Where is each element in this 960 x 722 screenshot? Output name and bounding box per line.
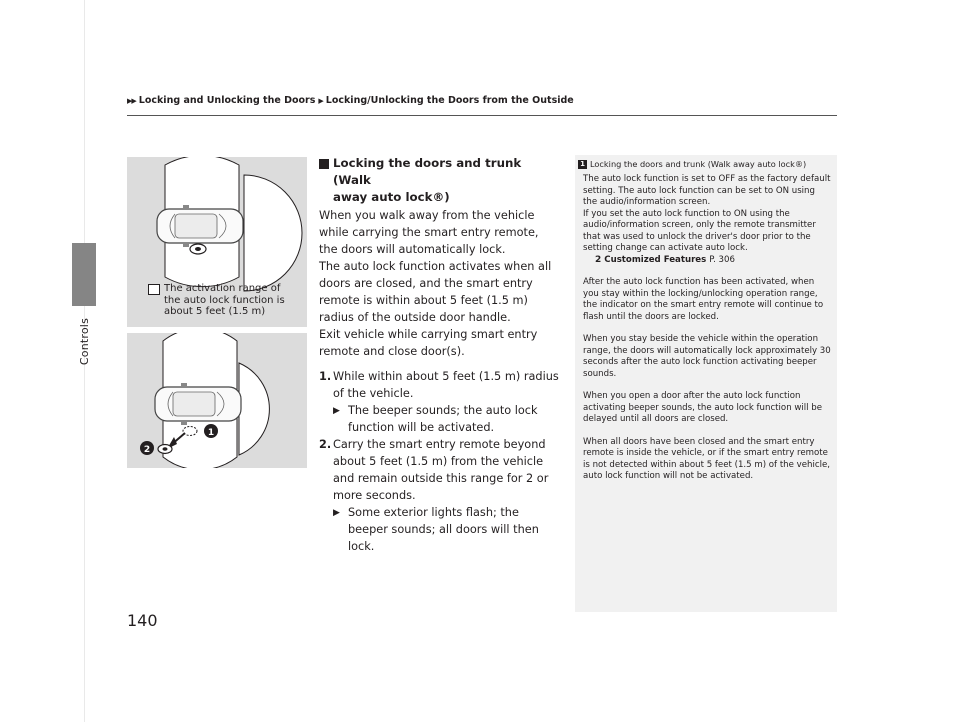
- callout-label-2: 2: [143, 445, 151, 455]
- step-text: While within about 5 feet (1.5 m) radius of the vehicle.: [333, 370, 559, 400]
- section-tab: [72, 243, 96, 306]
- page-number: 140: [127, 611, 158, 630]
- note-badge: 1: [578, 160, 587, 169]
- note-title: [578, 158, 806, 170]
- breadcrumb-item-2: Locking/Unlocking the Doors from the Outside: [325, 95, 574, 106]
- step-result: [333, 504, 559, 555]
- result-arrow-icon: ▶: [333, 406, 340, 416]
- note-paragraph: After the auto lock function has been activated, when you stay within the locking/unlocking operation range, the indicator on the smart entry remote will continue to flash until the doors are locked.: [583, 277, 824, 322]
- range-caption-line-2: the auto lock function is: [164, 294, 285, 306]
- remote-position-2-icon: [158, 445, 172, 454]
- note-paragraph: If you set the auto lock function to ON using the audio/information screen, only the remote transmitter that was used to unlock the driver's door prior to the setting change can activate auto lock.: [583, 208, 816, 253]
- section-heading-line-1: Locking the doors and trunk (Walk: [333, 156, 522, 187]
- breadcrumb-item-1: Locking and Unlocking the Doors: [138, 95, 316, 106]
- step-number: 1.: [319, 370, 332, 383]
- note-paragraph: When you stay beside the vehicle within the operation range, the doors will automatically lock approximately 30 seconds after the auto lock function activating beeper sounds.: [583, 334, 831, 379]
- step-item: [319, 436, 559, 504]
- step-result-text: The beeper sounds; the auto lock function will be activated.: [348, 404, 538, 434]
- xref-label[interactable]: Customized Features: [604, 254, 707, 265]
- header-rule: [127, 115, 837, 116]
- breadcrumb: [127, 95, 574, 106]
- note-body: [583, 174, 831, 494]
- section-tab-label: Controls: [78, 318, 91, 366]
- note-paragraph: When you open a door after the auto lock function activating beeper sounds, the auto lock function will be delayed until all doors are closed.: [583, 391, 823, 424]
- step-text: Carry the smart entry remote beyond about 5 feet (1.5 m) from the vehicle and remain outside this range for 2 or more seconds.: [333, 438, 549, 502]
- breadcrumb-arrow-icon: ▶▶: [127, 96, 136, 105]
- range-caption-line-1: The activation range of: [164, 283, 281, 294]
- callout-badge-1: [204, 424, 218, 438]
- xref-page: P. 306: [709, 254, 735, 265]
- activation-range-caption: [148, 283, 285, 318]
- section-heading-line-2: away auto lock®): [333, 190, 450, 204]
- body-paragraph: Exit vehicle while carrying smart entry remote and close door(s).: [319, 328, 538, 358]
- callout-badge-2: [140, 441, 154, 455]
- heading-bullet-icon: [319, 159, 329, 169]
- result-arrow-icon: ▶: [333, 508, 340, 518]
- step-result: [333, 402, 559, 436]
- breadcrumb-arrow-icon: ▶: [318, 96, 323, 105]
- section-heading: [319, 155, 559, 206]
- range-caption-line-3: about 5 feet (1.5 m): [164, 306, 266, 317]
- note-paragraph: When all doors have been closed and the smart entry remote is inside the vehicle, or if the smart entry remote is not detected within about 5 feet (1.5 m) of the vehicle, auto lock function will not be activated.: [583, 436, 830, 481]
- note-paragraph: The auto lock function is set to OFF as the factory default setting. The auto lock function can be set to ON using the audio/information screen.: [583, 174, 831, 207]
- body-paragraph: When you walk away from the vehicle while carrying the smart entry remote, the doors will automatically lock.: [319, 209, 539, 256]
- callout-label-1: 1: [207, 428, 215, 438]
- note-title-text: Locking the doors and trunk (Walk away auto lock®): [590, 159, 807, 169]
- walk-away-figure: [127, 333, 307, 468]
- step-list: [319, 368, 559, 555]
- car-top-view: [157, 205, 243, 247]
- car-top-view: [155, 383, 241, 425]
- main-content: [319, 155, 559, 555]
- smart-entry-remote-icon: [190, 244, 206, 254]
- xref-icon: 2: [595, 254, 602, 265]
- cross-reference[interactable]: [595, 255, 831, 267]
- step-result-text: Some exterior lights flash; the beeper sounds; all doors will then lock.: [348, 506, 539, 553]
- step-item: [319, 368, 559, 402]
- body-paragraph: The auto lock function activates when all doors are closed, and the smart entry remote is within about 5 feet (1.5 m) radius of the outside door handle.: [319, 260, 552, 324]
- step-number: 2.: [319, 438, 332, 451]
- range-legend-swatch: [148, 284, 160, 295]
